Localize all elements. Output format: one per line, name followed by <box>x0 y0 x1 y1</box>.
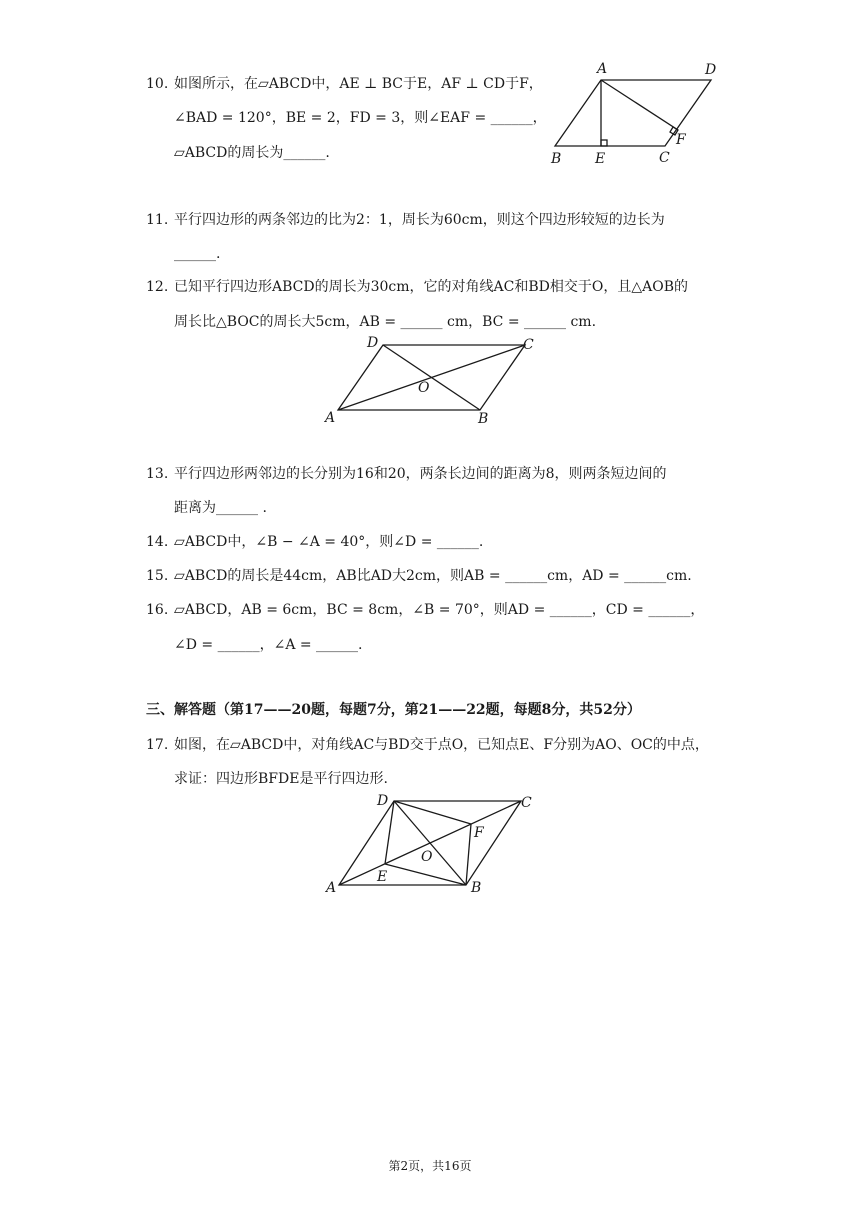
label-o: O <box>421 849 433 865</box>
diagonal-bd <box>383 345 480 410</box>
label-b: B <box>478 411 489 427</box>
page-footer: 第2页，共16页 <box>388 1159 472 1173</box>
question-text: ∠BAD = 120°，BE = 2，FD = 3，则∠EAF = ______， <box>174 110 547 126</box>
question-text: 如图，在▱ABCD中，对角线AC与BD交于点O，已知点E、F分别为AO、OC的中点， <box>174 737 709 753</box>
question-text: 如图所示，在▱ABCD中，AE ⊥ BC于E，AF ⊥ CD于F， <box>174 76 543 92</box>
question-text: ______. <box>174 246 221 262</box>
label-b: B <box>471 880 482 896</box>
section-title: 三、解答题（第17——20题，每题7分，第21——22题，每题8分，共52分） <box>146 702 641 718</box>
label-c: C <box>659 150 670 166</box>
question-number: 11. <box>146 212 169 228</box>
label-d: D <box>377 793 389 809</box>
question-text: ▱ABCD的周长是44cm，AB比AD大2cm，则AB = ______cm，AD = ______cm. <box>174 568 692 584</box>
segment-eb <box>385 864 466 885</box>
question-text: ∠D = ______，∠A = ______. <box>174 637 363 653</box>
question-number: 10. <box>146 76 169 92</box>
segment-de <box>385 801 394 864</box>
label-a: A <box>597 61 608 77</box>
question-text: 平行四边形两邻边的长分别为16和20，两条长边间的距离为8，则两条短边间的 <box>174 466 667 482</box>
question-text: 求证：四边形BFDE是平行四边形. <box>174 771 388 787</box>
label-f: F <box>474 825 484 841</box>
question-number: 13. <box>146 466 169 482</box>
label-e: E <box>377 869 388 885</box>
question-number: 17. <box>146 737 169 753</box>
question-text: 周长比△BOC的周长大5cm，AB = ______ cm，BC = ______ cm. <box>174 314 597 330</box>
parallelogram-abcd <box>555 80 711 146</box>
label-d: D <box>367 335 379 351</box>
label-c: C <box>521 795 532 811</box>
parallelogram-figure-q10 <box>545 56 725 171</box>
label-f: F <box>676 132 686 148</box>
parallelogram-figure-q12 <box>320 333 545 428</box>
question-number: 12. <box>146 279 169 295</box>
label-c: C <box>523 337 534 353</box>
label-d: D <box>705 62 717 78</box>
label-a: A <box>326 880 337 896</box>
question-text: ▱ABCD的周长为______. <box>174 145 330 161</box>
label-e: E <box>595 151 606 167</box>
segment-df <box>394 801 471 824</box>
question-number: 15. <box>146 568 169 584</box>
label-o: O <box>418 380 430 396</box>
question-number: 16. <box>146 602 169 618</box>
question-text: ▱ABCD中，∠B − ∠A = 40°，则∠D = ______. <box>174 534 484 550</box>
segment-fb <box>466 824 471 885</box>
question-text: ▱ABCD，AB = 6cm，BC = 8cm，∠B = 70°，则AD = ______，CD = ______， <box>174 602 705 618</box>
label-b: B <box>551 151 562 167</box>
segment-af <box>601 80 678 130</box>
question-text: 距离为______ . <box>174 500 267 516</box>
diagonal-bd <box>394 801 466 885</box>
question-text: 已知平行四边形ABCD的周长为30cm，它的对角线AC和BD相交于O，且△AOB的 <box>174 279 688 295</box>
parallelogram-figure-q17 <box>320 788 545 898</box>
right-angle-mark-e <box>601 140 607 146</box>
question-number: 14. <box>146 534 169 550</box>
label-a: A <box>325 410 336 426</box>
question-text: 平行四边形的两条邻边的比为2：1，周长为60cm，则这个四边形较短的边长为 <box>174 212 665 228</box>
